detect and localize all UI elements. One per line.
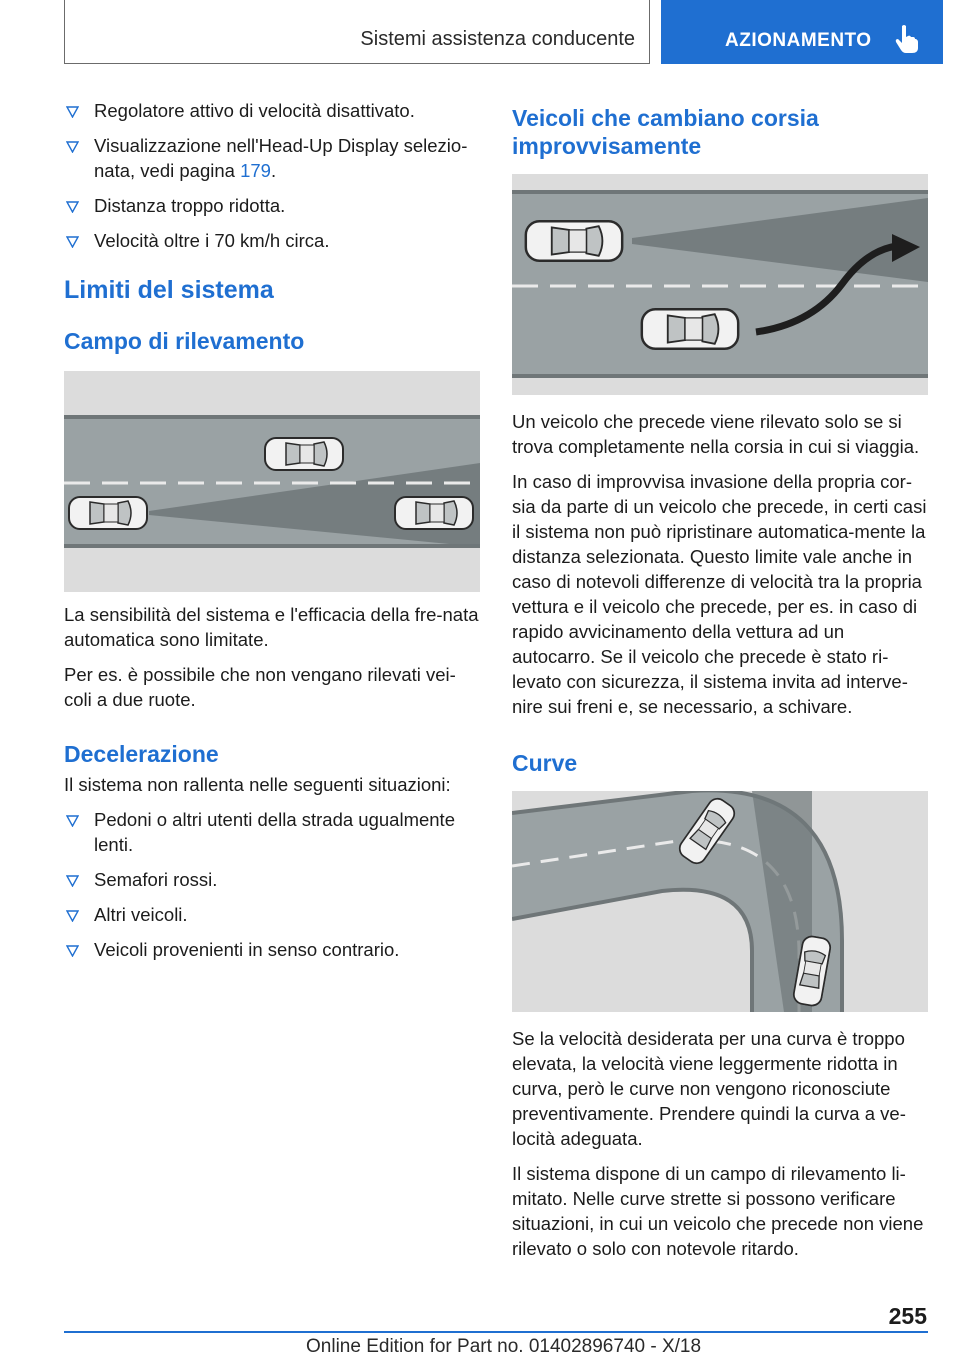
- triangle-bullet-icon: [66, 815, 79, 827]
- header-section-box: [64, 0, 650, 64]
- lane-change-illustration: [512, 174, 928, 395]
- list-item: Distanza troppo ridotta.: [64, 193, 480, 218]
- heading-curves: Curve: [512, 750, 578, 776]
- list-item: Pedoni o altri utenti della strada ugualmente lenti.: [64, 807, 480, 857]
- triangle-bullet-icon: [66, 910, 79, 922]
- heading-limits: Limiti del sistema: [64, 276, 274, 304]
- section-title: Sistemi assistenza conducente: [360, 28, 635, 50]
- header-chapter-tab[interactable]: [661, 0, 943, 64]
- curves-paragraph-1: Se la velocità desiderata per una curva è troppo elevata, la velocità viene leggermente ridotta in curva, però le curve non vengono riconosciute preventivamente. Prendere quindi la curva a ve‐locità adeguata.: [512, 1028, 906, 1149]
- deceleration-intro: Il sistema non rallenta nelle seguenti situazioni:: [64, 774, 451, 795]
- list-item: Velocità oltre i 70 km/h circa.: [64, 228, 480, 253]
- heading-detection: Campo di rilevamento: [64, 328, 305, 354]
- page-link[interactable]: 179: [240, 160, 271, 181]
- triangle-bullet-icon: [66, 236, 79, 248]
- curve-illustration: [512, 791, 928, 1012]
- triangle-bullet-icon: [66, 141, 79, 153]
- lane-paragraph-1: Un veicolo che precede viene rilevato solo se si trova completamente nella corsia in cui si viaggia.: [512, 411, 920, 457]
- heading-deceleration: Decelerazione: [64, 741, 219, 767]
- list-item: Altri veicoli.: [64, 902, 480, 927]
- list-item: Visualizzazione nell'Head-Up Display selezio‐nata, vedi pagina 179.: [64, 133, 480, 183]
- list-item: Regolatore attivo di velocità disattivato.: [64, 98, 480, 123]
- triangle-bullet-icon: [66, 945, 79, 957]
- footer-divider: [64, 1331, 928, 1333]
- list-item: Veicoli provenienti in senso contrario.: [64, 937, 480, 962]
- detection-paragraph-1: La sensibilità del sistema e l'efficacia della fre‐nata automatica sono limitate.: [64, 604, 479, 650]
- detection-range-illustration: [64, 371, 480, 592]
- curves-paragraph-2: Il sistema dispone di un campo di rilevamento li‐mitato. Nelle curve strette si possono verificare situazioni, in cui un veicolo che precede non viene rilevato o solo con notevole ritardo.: [512, 1163, 924, 1259]
- footer-edition: Online Edition for Part no. 01402896740 - X/18: [306, 1336, 702, 1357]
- detection-paragraph-2: Per es. è possibile che non vengano rilevati vei‐coli a due ruote.: [64, 664, 456, 710]
- lane-paragraph-2: In caso di improvvisa invasione della propria cor‐sia da parte di un veicolo che precede, in certi casi il sistema non può ripristinare automatica‐mente la distanza selezionata. Questo limite vale anche in caso di notevoli differenze di velocità tra la propria vettura e il veicolo che precede, per es. in caso di rapido avvicinamento della vettura ad un autocarro. Se il veicolo che precede è stato ri‐levato con sicurezza, il sistema invita ad interve‐nire sui freni e, se necessario, a schivare.: [512, 471, 927, 717]
- triangle-bullet-icon: [66, 106, 79, 118]
- page-number: 255: [888, 1303, 927, 1329]
- triangle-bullet-icon: [66, 201, 79, 213]
- right-column: [512, 104, 928, 1271]
- hand-pointer-icon: [895, 24, 919, 54]
- triangle-bullet-icon: [66, 875, 79, 887]
- list-item: Semafori rossi.: [64, 867, 480, 892]
- left-column: [64, 98, 480, 972]
- heading-lane-change: Veicoli che cambiano corsia improvvisamente: [512, 105, 819, 159]
- chapter-title: AZIONAMENTO: [725, 30, 872, 51]
